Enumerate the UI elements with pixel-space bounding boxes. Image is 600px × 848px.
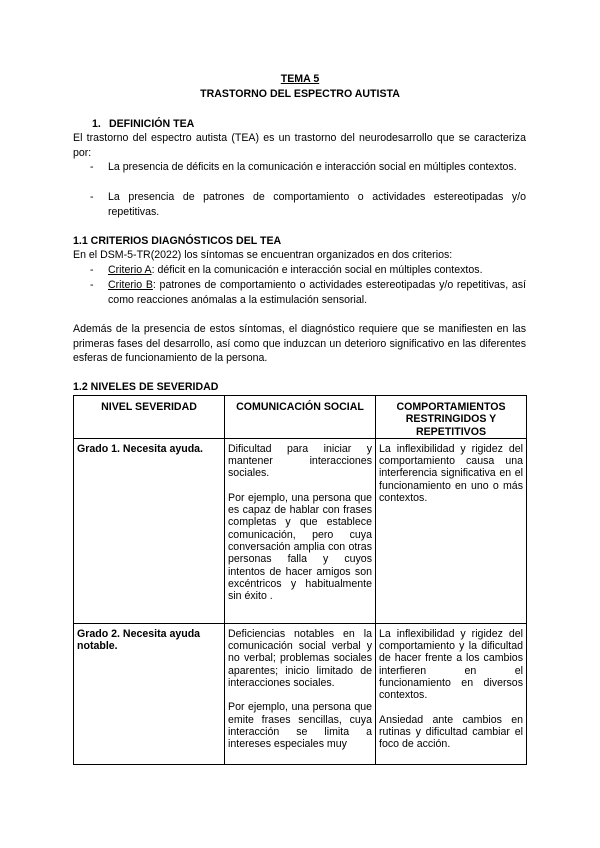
criterion-description: : patrones de comportamiento o actividades estereotipadas y/o repetitivas, así como reacciones anómalas a la estimulación sensorial. xyxy=(108,279,526,306)
grade-cell: Grado 1. Necesita ayuda. xyxy=(74,438,225,623)
social-text: Deficiencias notables en la comunicación social verbal y no verbal; problemas sociales aparentes; inicio limitado de interacciones sociales. xyxy=(228,627,372,690)
social-example: Por ejemplo, una persona que emite frases sencillas, cuya interacción se limita a intereses especiales muy xyxy=(228,701,372,751)
behavior-cell xyxy=(376,438,527,623)
social-cell xyxy=(225,438,376,623)
section-1-1-heading: 1.1 CRITERIOS DIAGNÓSTICOS DEL TEA xyxy=(73,235,282,247)
criterion-label: Criterio B xyxy=(108,279,153,291)
bullet-text: La presencia de déficits en la comunicación e interacción social en múltiples contextos. xyxy=(108,161,517,173)
table-row xyxy=(74,623,527,764)
section-1-number: 1. xyxy=(92,118,101,130)
document-title: TRASTORNO DEL ESPECTRO AUTISTA xyxy=(200,88,400,100)
section-1-heading-text: DEFINICIÓN TEA xyxy=(108,118,195,130)
criterion-text xyxy=(108,263,526,278)
bullet-dash: - xyxy=(90,161,94,173)
social-cell xyxy=(225,623,376,764)
behavior-anxiety: Ansiedad ante cambios en rutinas y dificultad cambiar el foco de acción. xyxy=(379,713,523,751)
behavior-text: La inflexibilidad y rigidez del comportamiento y la dificultad de hacer frente a los cambios interfieren en el funcionamiento en diversos contextos. xyxy=(379,627,523,702)
behavior-text: La inflexibilidad y rigidez del comportamiento causa una interferencia significativa en el funcionamiento en uno o más contextos. xyxy=(379,442,523,505)
table-row xyxy=(74,438,527,623)
section-1-2-heading: 1.2 NIVELES DE SEVERIDAD xyxy=(73,381,219,393)
criterion-description: : déficit en la comunicación e interacción social en múltiples contextos. xyxy=(151,264,483,276)
column-header: NIVEL SEVERIDAD xyxy=(74,396,225,439)
bullet-dash: - xyxy=(90,264,94,276)
severity-table xyxy=(73,395,527,765)
criterion-label: Criterio A xyxy=(108,264,152,276)
bullet-dash: - xyxy=(90,191,94,203)
table-header-row xyxy=(74,396,527,439)
bullet-dash: - xyxy=(90,279,94,291)
section-1-intro: El trastorno del espectro autista (TEA) es un trastorno del neurodesarrollo que se caracteriza por: xyxy=(73,132,526,159)
column-header: COMUNICACIÓN SOCIAL xyxy=(225,396,376,439)
criterion-text xyxy=(108,278,526,307)
social-example: Por ejemplo, una persona que es capaz de hablar con frases completas y que establece comunicación, pero cuya conversación amplia con otras personas falla y cuyos intentos de hacer amigos son excéntricos y habitualmente sin éxito . xyxy=(228,491,372,603)
topic-title: TEMA 5 xyxy=(280,73,320,85)
bullet-text: La presencia de patrones de comportamiento o actividades estereotipadas y/o repetitivas. xyxy=(108,191,526,218)
section-1-heading xyxy=(92,117,194,132)
grade-cell: Grado 2. Necesita ayuda notable. xyxy=(74,623,225,764)
section-1-1-closing: Además de la presencia de estos síntomas, el diagnóstico requiere que se manifiesten en las primeras fases del desarrollo, así como que induzcan un deterioro significativo en las diferentes esferas de funcionamiento de la persona. xyxy=(73,323,526,364)
social-text: Dificultad para iniciar y mantener interacciones sociales. xyxy=(228,442,372,480)
column-header: COMPORTAMIENTOS RESTRINGIDOS Y REPETITIVOS xyxy=(376,396,527,439)
section-1-1-intro: En el DSM-5-TR(2022) los síntomas se encuentran organizados en dos criterios: xyxy=(73,249,453,261)
behavior-cell xyxy=(376,623,527,764)
